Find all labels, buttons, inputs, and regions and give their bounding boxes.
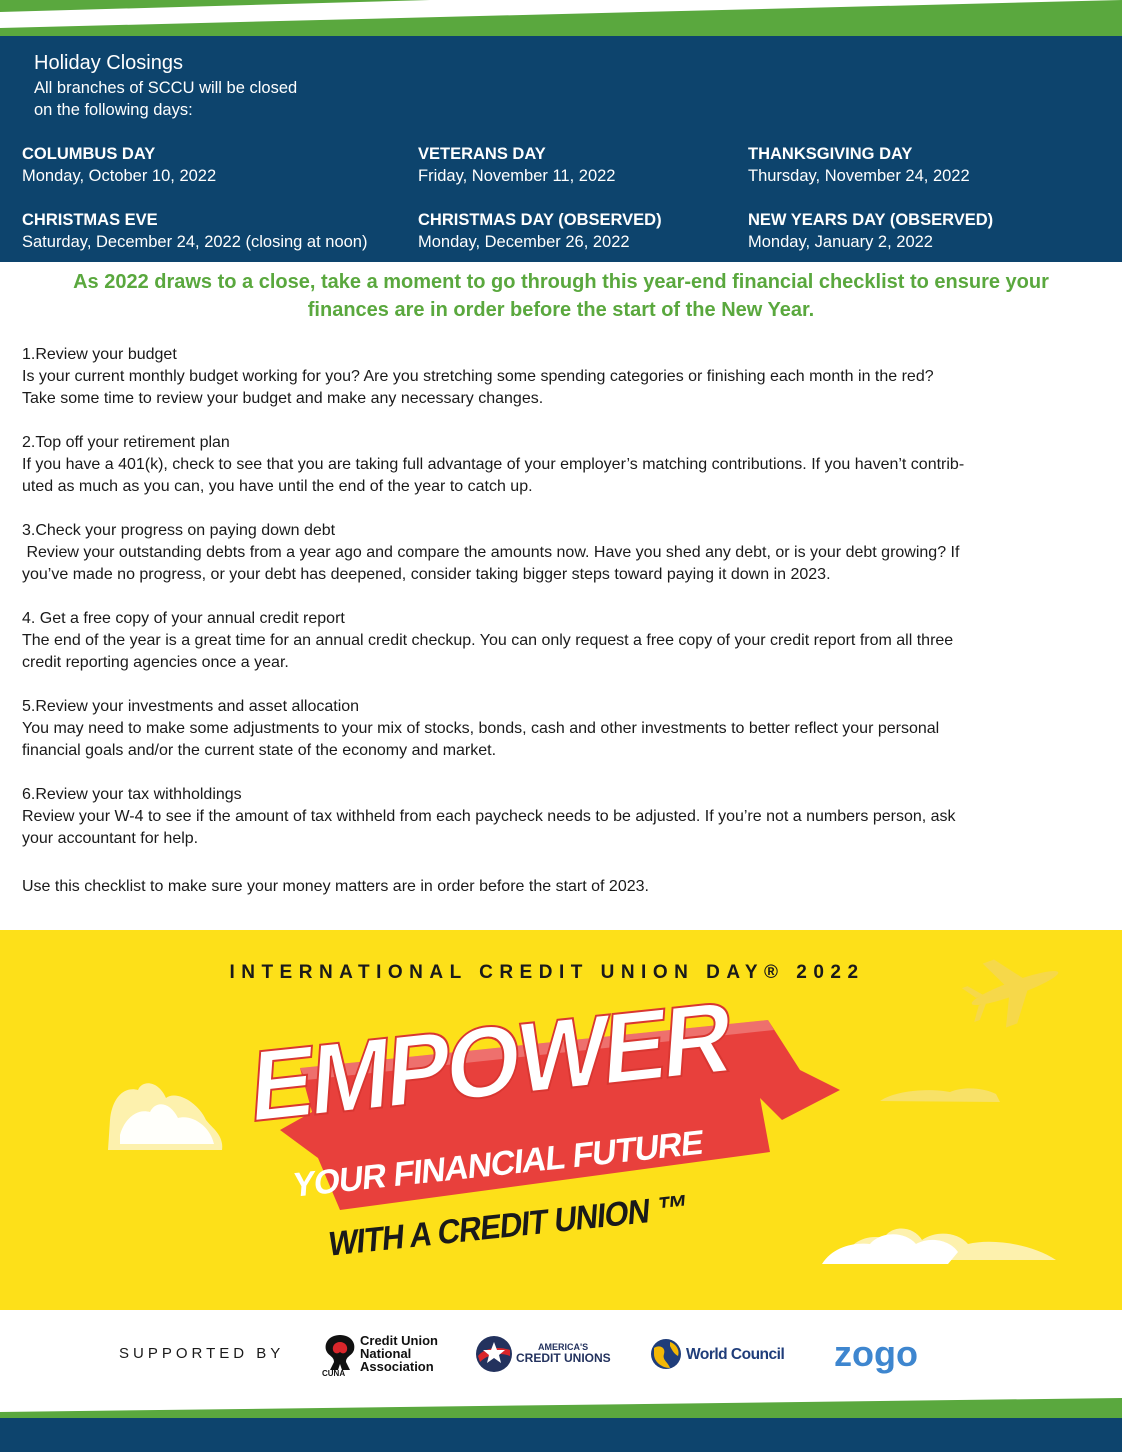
icu-artwork xyxy=(0,930,1122,1310)
checklist-item xyxy=(22,344,1102,410)
checklist-text: your accountant for help. xyxy=(22,830,199,847)
holiday-name: THANKSGIVING DAY xyxy=(748,145,913,163)
intro-line2: finances are in order before the start of the New Year. xyxy=(307,299,815,321)
checklist-heading: 4. Get a free copy of your annual credit report xyxy=(22,610,345,627)
closing-line: Use this checklist to make sure your money matters are in order before the start of 2023. xyxy=(22,878,649,895)
closings-title: Holiday Closings xyxy=(34,52,183,74)
closings-subtitle-line2: on the following days: xyxy=(34,101,193,119)
holiday-name: NEW YEARS DAY (OBSERVED) xyxy=(748,211,994,229)
icu-title: INTERNATIONAL CREDIT UNION DAY® 2022 xyxy=(229,962,865,983)
checklist-text: Is your current monthly budget working for you? Are you stretching some spending categories or finishing each month in the red? xyxy=(22,368,934,385)
zogo-logo: zogo xyxy=(834,1333,918,1374)
world-council-globe-icon xyxy=(648,1336,684,1372)
holiday-date: Thursday, November 24, 2022 xyxy=(748,167,970,185)
cuna-line1: Credit Union xyxy=(360,1333,438,1348)
intro-text xyxy=(14,268,1108,324)
checklist-text: You may need to make some adjustments to your mix of stocks, bonds, cash and other investments to better reflect your personal xyxy=(22,720,940,737)
checklist xyxy=(22,344,1102,872)
cuna-line2: National xyxy=(360,1346,412,1361)
cuna-logo-icon xyxy=(318,1332,362,1376)
closings-subtitle-line1: All branches of SCCU will be closed xyxy=(34,79,298,97)
cuna-logo-text xyxy=(360,1334,438,1373)
holiday-name: CHRISTMAS DAY (OBSERVED) xyxy=(418,211,662,229)
icu-banner xyxy=(0,930,1122,1310)
checklist-item xyxy=(22,520,1102,586)
checklist-item xyxy=(22,608,1102,674)
holiday-christmas-eve xyxy=(22,209,367,253)
checklist-item xyxy=(22,784,1102,850)
cuna-line3: Association xyxy=(360,1359,434,1374)
holiday-closings-banner xyxy=(0,0,1122,262)
airplane-icon xyxy=(956,940,1069,1037)
checklist-text: credit reporting agencies once a year. xyxy=(22,654,289,671)
checklist-text: financial goals and/or the current state of the economy and market. xyxy=(22,742,497,759)
cuna-mark: CUNA xyxy=(322,1369,346,1376)
checklist-heading: 3.Check your progress on paying down debt xyxy=(22,522,336,539)
holiday-columbus xyxy=(22,143,216,187)
empower-subline: YOUR FINANCIAL FUTURE xyxy=(291,1123,709,1205)
holiday-date: Friday, November 11, 2022 xyxy=(418,167,616,185)
empower-tagline: WITH A CREDIT UNION ™ xyxy=(327,1184,724,1264)
holiday-date: Monday, October 10, 2022 xyxy=(22,167,217,185)
acu-line1: AMERICA'S xyxy=(538,1342,589,1352)
empower-headline: EMPOWER xyxy=(247,978,753,1144)
closings-subtitle xyxy=(34,77,354,121)
world-council-text: World Council xyxy=(686,1346,785,1363)
checklist-heading: 6.Review your tax withholdings xyxy=(22,786,242,803)
checklist-text: Review your outstanding debts from a year ago and compare the amounts now. Have you shed any debt, or is your debt growing? If xyxy=(22,544,960,561)
holiday-thanksgiving xyxy=(748,143,970,187)
holiday-new-years xyxy=(748,209,993,253)
holiday-name: VETERANS DAY xyxy=(418,145,546,163)
holiday-date: Monday, December 26, 2022 xyxy=(418,233,630,251)
checklist-item xyxy=(22,696,1102,762)
checklist-text: you’ve made no progress, or your debt has deepened, consider taking bigger steps toward paying it down in 2023. xyxy=(22,566,831,583)
holiday-name: CHRISTMAS EVE xyxy=(22,211,158,229)
checklist-heading: 5.Review your investments and asset allocation xyxy=(22,698,360,715)
checklist-text: If you have a 401(k), check to see that you are taking full advantage of your employer’s matching contributions. If you haven’t contrib- xyxy=(22,456,965,473)
acu-line2: CREDIT UNIONS xyxy=(516,1351,611,1365)
checklist-text: The end of the year is a great time for an annual credit checkup. You can only request a free copy of your credit report from all three xyxy=(22,632,954,649)
bottom-band xyxy=(0,1390,1122,1452)
americas-credit-unions-logo-icon xyxy=(474,1334,514,1374)
checklist-text: uted as much as you can, you have until the end of the year to catch up. xyxy=(22,478,533,495)
americas-credit-unions-text xyxy=(516,1342,611,1364)
checklist-text: Review your W-4 to see if the amount of tax withheld from each paycheck needs to be adjusted. If you’re not a numbers person, ask xyxy=(22,808,956,825)
intro-line1: As 2022 draws to a close, take a moment to go through this year-end financial checklist to ensure your xyxy=(73,271,1049,293)
checklist-heading: 1.Review your budget xyxy=(22,346,177,363)
holiday-date: Saturday, December 24, 2022 (closing at noon) xyxy=(22,233,368,251)
checklist-item xyxy=(22,432,1102,498)
holiday-christmas-day xyxy=(418,209,662,253)
holiday-veterans xyxy=(418,143,615,187)
checklist-heading: 2.Top off your retirement plan xyxy=(22,434,230,451)
holiday-name: COLUMBUS DAY xyxy=(22,145,156,163)
supported-by-label: SUPPORTED BY xyxy=(119,1345,285,1362)
holiday-date: Monday, January 2, 2022 xyxy=(748,233,933,251)
checklist-text: Take some time to review your budget and make any necessary changes. xyxy=(22,390,544,407)
